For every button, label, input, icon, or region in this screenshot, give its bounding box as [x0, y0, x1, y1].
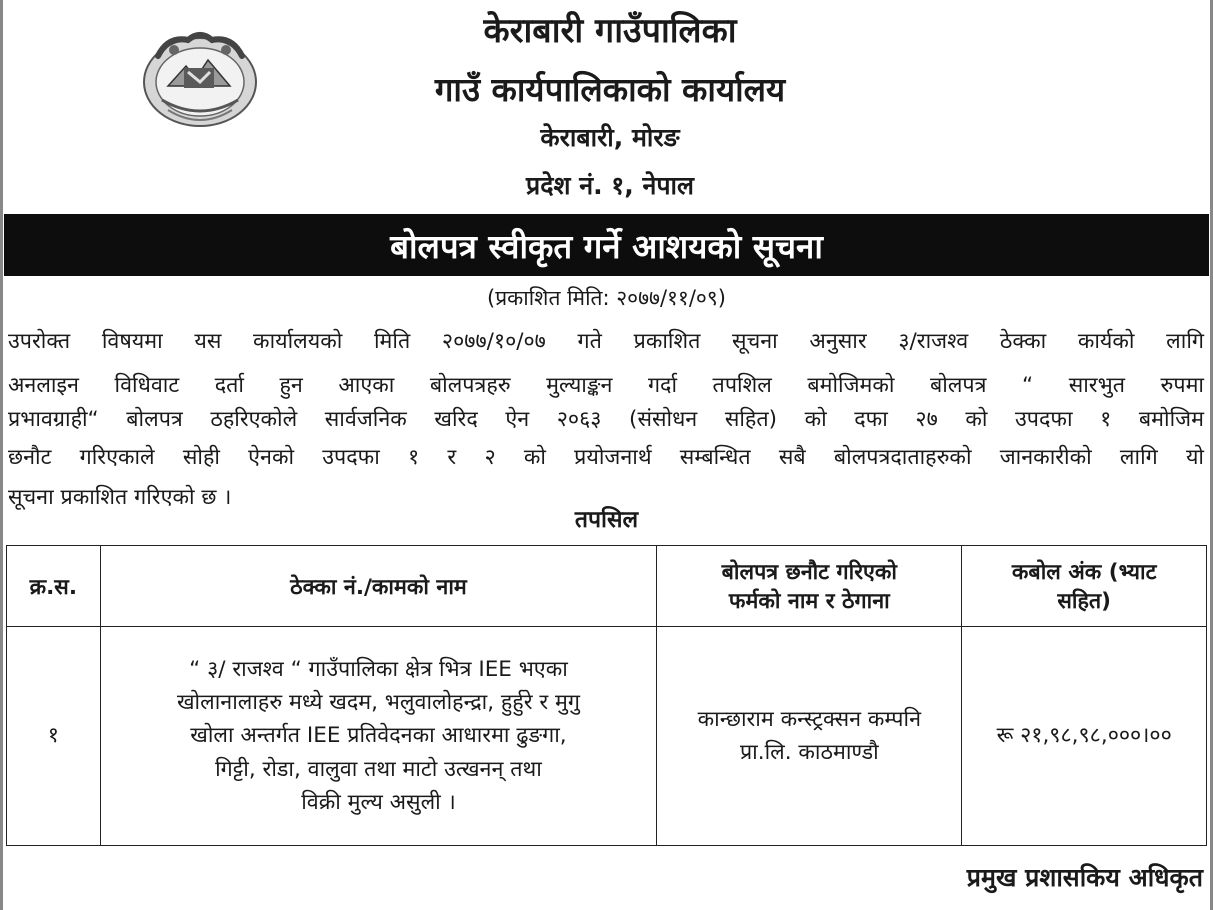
contract-line: विक्री मुल्य असुली । — [301, 789, 456, 815]
signature: प्रमुख प्रशासकिय अधिकृत — [966, 863, 1203, 892]
notice-title-bar — [4, 214, 1209, 276]
header-sn: क्र.स. — [7, 546, 101, 627]
row-sn: १ — [7, 627, 101, 846]
table-row — [7, 627, 1207, 846]
header-amount-line1: कबोल अंक (भ्याट — [1011, 560, 1157, 585]
publish-date: (प्रकाशित मिति: २०७७/११/०९) — [487, 286, 726, 310]
body-line: छनौट गरिएकाले सोही ऐनको उपदफा १ र २ को प्रयोजनार्थ सम्बन्धित सबै बोलपत्रदाताहरुको जानकारीको लागि यो — [8, 445, 1204, 470]
municipality-name: केराबारी गाउँपालिका — [483, 11, 737, 51]
body-line: उपरोक्त विषयमा यस कार्यालयको मिति २०७७/१०/०७ गते प्रकाशित सूचना अनुसार ३/राजश्व ठेक्का कार्यको लागि — [8, 329, 1204, 354]
header-amount-line2: सहित) — [1057, 589, 1111, 614]
row-contract — [100, 627, 657, 846]
firm-address: प्रा.लि. काठमाण्डौ — [739, 740, 879, 765]
body-line: सूचना प्रकाशित गरिएको छ । — [8, 485, 232, 510]
notice-title: बोलपत्र स्वीकृत गर्ने आशयको सूचना — [390, 226, 823, 266]
header-contract: ठेक्का नं./कामको नाम — [100, 546, 657, 627]
header-amount — [962, 546, 1207, 627]
header-firm-line2: फर्मको नाम र ठेगाना — [728, 589, 890, 614]
body-line: अनलाइन विधिवाट दर्ता हुन आएका बोलपत्रहरु मुल्याङ्कन गर्दा तपशिल बमोजिमको बोलपत्र “ सारभुत रुपमा — [8, 373, 1204, 398]
firm-name: कान्छाराम कन्स्ट्रक्सन कम्पनि — [697, 706, 921, 732]
header-firm — [657, 546, 962, 627]
contract-line: खोला अन्तर्गत IEE प्रतिवेदनका आधारमा ढुङगा, — [190, 723, 567, 749]
details-table — [6, 545, 1207, 846]
tapsil-heading: तपसिल — [574, 507, 639, 533]
contract-line: “ ३/ राजश्व “ गाउँपालिका क्षेत्र भित्र IEE भएका — [189, 656, 568, 682]
header-firm-line1: बोलपत्र छनौट गरिएको — [721, 560, 897, 585]
office-location: केराबारी, मोरङ — [540, 123, 680, 152]
body-line: प्रभावग्राही“ बोलपत्र ठहरिएकोले सार्वजनिक खरिद ऐन २०६३ (संसोधन सहित) को दफा २७ को उपदफा १ बमोजिम — [8, 407, 1204, 432]
nepal-emblem-icon — [138, 26, 262, 134]
table-header-row — [7, 546, 1207, 627]
row-firm — [657, 627, 962, 846]
row-amount: रू २१,९८,९८,०००।०० — [962, 627, 1207, 846]
contract-line: खोलानालाहरु मध्ये खदम, भलुवालोहन्द्रा, हुर्हुरे र मुगु — [176, 690, 580, 716]
contract-line: गिट्टी, रोडा, वालुवा तथा माटो उत्खनन् तथा — [215, 756, 542, 782]
province-country: प्रदेश नं. १, नेपाल — [526, 171, 694, 200]
left-edge — [0, 0, 3, 910]
office-name: गाउँ कार्यपालिकाको कार्यालय — [434, 70, 786, 109]
